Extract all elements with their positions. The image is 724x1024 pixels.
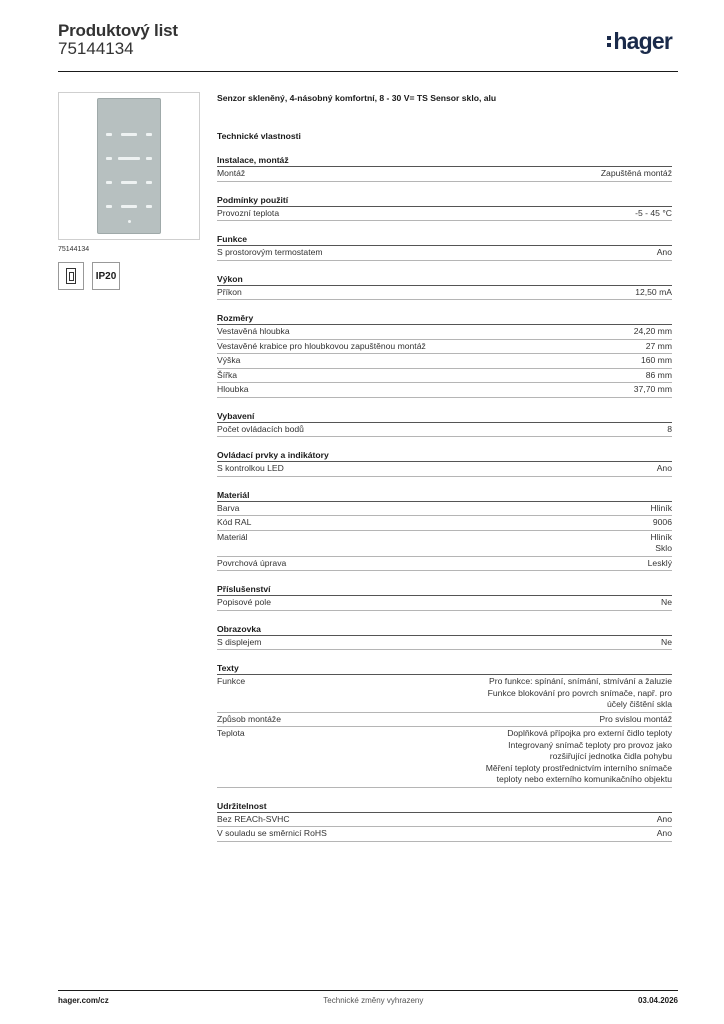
spec-section-title: Funkce xyxy=(217,233,672,246)
spec-value: Zapuštěná montáž xyxy=(600,168,672,178)
spec-value: Ne xyxy=(661,597,672,607)
spec-section-title: Materiál xyxy=(217,489,672,502)
spec-label: S prostorovým termostatem xyxy=(217,247,323,257)
spec-section-title: Ovládací prvky a indikátory xyxy=(217,449,672,462)
spec-value: Pro funkce: spínání, snímání, stmívání a žaluzie Funkce blokování pro povrch snímače, např. pro účely čištění skla xyxy=(487,676,672,709)
spec-label: Způsob montáže xyxy=(217,713,282,724)
spec-value: Lesklý xyxy=(647,557,672,568)
spec-row xyxy=(217,531,672,557)
spec-label: Funkce xyxy=(217,676,246,686)
spec-label: Vestavěné krabice pro hloubkovou zapuštěnou montáž xyxy=(217,340,426,351)
document-title: Produktový list xyxy=(58,21,178,40)
flush-mount-icon xyxy=(66,268,76,284)
spec-label: Barva xyxy=(217,502,240,513)
product-badges xyxy=(58,262,200,290)
spec-label: Popisové pole xyxy=(217,597,271,607)
spec-value: Ano xyxy=(656,813,672,824)
spec-section-title: Vybavení xyxy=(217,410,672,423)
spec-row xyxy=(217,383,672,398)
spec-section xyxy=(217,662,672,788)
spec-row xyxy=(217,636,672,651)
spec-row xyxy=(217,813,672,828)
spec-value: Doplňková přípojka pro externí čidlo teploty Integrovaný snímač teploty pro provoz jako rozšiřující jednotka čidla pohybu Měření teploty prostřednictvím interního snímače teploty nebo externího komunikačního objektu xyxy=(485,728,672,784)
spec-row xyxy=(217,286,672,301)
spec-row xyxy=(217,727,672,788)
spec-value: Hliník xyxy=(650,502,672,513)
spec-label: Příkon xyxy=(217,286,242,297)
spec-section xyxy=(217,623,672,651)
footer-note: Technické změny vyhrazeny xyxy=(323,996,424,1005)
spec-section xyxy=(217,583,672,611)
spec-value: 27 mm xyxy=(645,340,672,351)
spec-row xyxy=(217,827,672,842)
spec-value: 160 mm xyxy=(640,355,672,365)
logo-text: hager xyxy=(613,28,672,54)
spec-row xyxy=(217,369,672,384)
spec-row xyxy=(217,675,672,713)
spec-value: Ano xyxy=(656,828,672,838)
spec-label: Povrchová úprava xyxy=(217,557,287,568)
logo-mark-icon xyxy=(607,36,611,47)
spec-label: Teplota xyxy=(217,728,245,738)
spec-label: Kód RAL xyxy=(217,517,252,527)
footer-website[interactable]: hager.com/cz xyxy=(58,996,109,1005)
spec-section xyxy=(217,154,672,182)
spec-section-title: Instalace, montáž xyxy=(217,154,672,167)
spec-label: S displejem xyxy=(217,636,262,647)
spec-label: Hloubka xyxy=(217,384,249,394)
spec-row xyxy=(217,207,672,222)
spec-label: Výška xyxy=(217,355,241,365)
spec-label: V souladu se směrnicí RoHS xyxy=(217,828,327,838)
spec-section xyxy=(217,312,672,398)
spec-label: Montáž xyxy=(217,168,246,178)
page-header xyxy=(58,22,678,62)
spec-value: Ano xyxy=(656,463,672,473)
spec-row xyxy=(217,340,672,355)
spec-label: Provozní teplota xyxy=(217,207,280,218)
spec-section-title: Rozměry xyxy=(217,312,672,325)
spec-section xyxy=(217,489,672,572)
spec-section xyxy=(217,194,672,222)
flush-mount-badge xyxy=(58,262,84,290)
spec-value: 9006 xyxy=(652,517,672,527)
spec-row xyxy=(217,557,672,572)
spec-section xyxy=(217,800,672,842)
spec-row xyxy=(217,246,672,261)
page-footer xyxy=(58,996,678,1005)
specifications-column xyxy=(217,92,672,854)
spec-row xyxy=(217,596,672,611)
spec-section-title: Obrazovka xyxy=(217,623,672,636)
header-divider xyxy=(58,71,678,72)
footer-date: 03.04.2026 xyxy=(637,996,678,1005)
spec-label: Bez REACh-SVHC xyxy=(217,813,290,824)
spec-section xyxy=(217,233,672,261)
product-image-column xyxy=(58,92,200,290)
spec-row xyxy=(217,462,672,477)
technical-properties-heading: Technické vlastnosti xyxy=(217,131,301,141)
spec-section-title: Příslušenství xyxy=(217,583,672,596)
hager-logo xyxy=(607,28,672,55)
spec-label: Šířka xyxy=(217,369,238,380)
spec-label: Počet ovládacích bodů xyxy=(217,423,304,434)
spec-value: 24,20 mm xyxy=(633,326,672,336)
glass-sensor-illustration xyxy=(97,98,161,234)
spec-row xyxy=(217,167,672,182)
spec-section xyxy=(217,273,672,301)
spec-section-title: Udržitelnost xyxy=(217,800,672,813)
spec-value: Pro svislou montáž xyxy=(599,713,672,724)
ip-rating-badge: IP20 xyxy=(92,262,120,290)
product-image-code: 75144134 xyxy=(58,246,90,253)
spec-label: S kontrolkou LED xyxy=(217,463,284,473)
spec-label: Vestavěná hloubka xyxy=(217,326,290,336)
spec-row xyxy=(217,516,672,531)
spec-row xyxy=(217,502,672,517)
spec-value: 8 xyxy=(667,423,672,434)
document-number: 75144134 xyxy=(58,39,134,58)
spec-row xyxy=(217,354,672,369)
spec-row xyxy=(217,713,672,728)
spec-value: -5 - 45 °C xyxy=(635,207,672,218)
spec-value: 86 mm xyxy=(645,369,672,380)
spec-value: Hliník Sklo xyxy=(650,531,672,553)
spec-sections xyxy=(217,154,672,842)
spec-section xyxy=(217,410,672,438)
spec-section-title: Texty xyxy=(217,662,672,675)
spec-row xyxy=(217,423,672,438)
spec-value: 37,70 mm xyxy=(633,384,672,394)
product-name: Senzor skleněný, 4-násobný komfortní, 8 - 30 V= TS Sensor sklo, alu xyxy=(217,93,497,103)
spec-section xyxy=(217,449,672,477)
product-image xyxy=(58,92,200,240)
spec-label: Materiál xyxy=(217,531,248,542)
spec-section-title: Podmínky použití xyxy=(217,194,672,207)
spec-value: Ano xyxy=(656,247,672,257)
spec-value: Ne xyxy=(661,636,672,647)
spec-section-title: Výkon xyxy=(217,273,672,286)
footer-divider xyxy=(58,990,678,991)
spec-value: 12,50 mA xyxy=(635,286,672,297)
spec-row xyxy=(217,325,672,340)
